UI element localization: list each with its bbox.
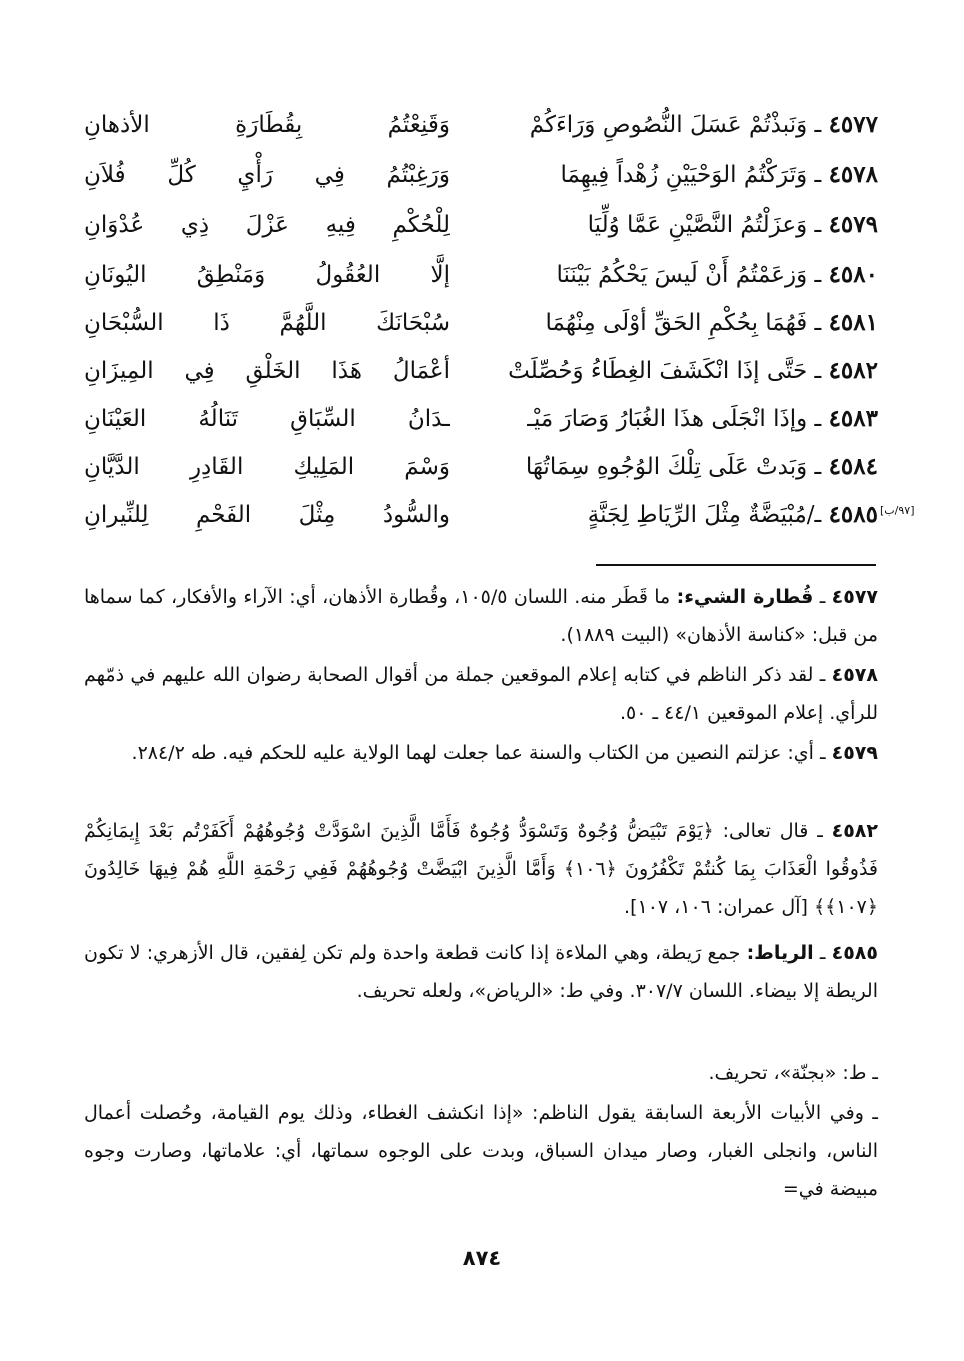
second-hemistich: وَسْمَ المَلِيكِ القَادِرِ الدَّيَّانِ xyxy=(84,454,450,480)
footnote-ref: ٤٥٧٩ xyxy=(831,742,878,764)
footnote-text: جمع رَيطة، وهي الملاءة إذا كانت قطعة واحدة ولم تكن لِفقين، قال الأزهري: لا تكون الريطة إلا بيضاء. اللسان ٣٠٧/٧. وفي ط: «الرياض»، ولعله تحريف. xyxy=(84,942,878,1002)
verse-row xyxy=(0,394,964,444)
verse-row xyxy=(0,100,964,150)
verse-number: ٤٥٧٩ xyxy=(828,211,878,238)
second-hemistich: وَقَنِعْتُمُ بِقُطَارَةِ الأذهانِ xyxy=(84,112,450,138)
footnote-separator xyxy=(596,564,876,566)
footnote-continuation: ـ وفي الأبيات الأربعة السابقة يقول الناظم: «إذا انكشف الغطاء، وذلك يوم القيامة، وحُصلت أعمال الناس، وانجلى الغبار، وصار ميدان السباق، وبدت على الوجوه سماتها، أي: علاماتها، وصارت وجوه مبيضة في= xyxy=(84,1102,878,1200)
verse-row xyxy=(0,346,964,396)
verse-number: ٤٥٨٠ xyxy=(828,261,878,288)
verse-number: ٤٥٨١ xyxy=(828,309,878,336)
verse-number: ٤٥٧٨ xyxy=(828,161,878,188)
manuscript-folio-marker: [٩٧/ب] xyxy=(880,504,915,517)
second-hemistich: والسُّودُ مِثْلَ الفَحْمِ لِلنِّيرانِ xyxy=(84,502,450,528)
second-hemistich: وَرَغِبْتُمُ فِي رَأْيِ كُلِّ فُلاَنِ xyxy=(84,162,450,188)
footnote-continuation: ـ ط: «بجنّة»، تحريف. xyxy=(708,1062,878,1084)
verse-number: ٤٥٧٧ xyxy=(828,111,878,138)
footnote: ٤٥٨٥ ـ الرياط: جمع رَيطة، وهي الملاءة إذا كانت قطعة واحدة ولم تكن لِفقين، قال الأزهري: لا تكون الريطة إلا بيضاء. اللسان ٣٠٧/٧. وفي ط: «الرياض»، ولعله تحريف. xyxy=(84,942,878,1002)
verse-row xyxy=(0,298,964,348)
second-hemistich: سُبْحَانَكَ اللَّهُمَّ ذَا السُّبْحَانِ xyxy=(84,310,450,336)
second-hemistich: لِلْحُكْمِ فِيهِ عَزْلَ ذِي عُدْوَانِ xyxy=(84,212,450,238)
verse-row xyxy=(0,200,964,250)
second-hemistich: أعْمَالُ هَذَا الخَلْقِ فِي المِيزَانِ xyxy=(84,358,450,384)
footnote: ٤٥٨٢ ـ قال تعالى: ﴿يَوْمَ تَبْيَضُّ وُجُوهٌ وَتَسْوَدُّ وُجُوهٌ فَأَمَّا الَّذِينَ اسْوَدَّتْ وُجُوهُهُمْ أَكَفَرْتُم بَعْدَ إِيمَانِكُمْ فَذُوقُوا الْعَذَابَ بِمَا كُنتُمْ تَكْفُرُونَ ﴿١٠٦﴾ وَأَمَّا الَّذِينَ ابْيَضَّتْ وُجُوهُهُمْ فَفِي رَحْمَةِ اللَّهِ هُمْ فِيهَا خَالِدُونَ ﴿١٠٧﴾﴾ [آل عمران: ١٠٦، ١٠٧]. xyxy=(84,820,879,918)
verse-number: ٤٥٨٣ xyxy=(828,405,878,432)
footnote-text: أي: عزلتم النصين من الكتاب والسنة عما جعلت لهما الولاية عليه للحكم فيه. طه ٢٨٤/٢. xyxy=(131,742,814,764)
footnote-text: لقد ذكر الناظم في كتابه إعلام الموقعين جملة من أقوال الصحابة رضوان الله عليهم في ذمّهم للرأي. إعلام الموقعين ٤٤/١ ـ ٥٠. xyxy=(84,664,878,724)
page-number: ٨٧٤ xyxy=(462,1246,502,1270)
second-hemistich: ـدَانُ السِّبَاقِ تَنَالُهُ العَيْنَانِ xyxy=(84,406,450,432)
footnote-ref: ٤٥٨٢ xyxy=(831,820,878,842)
first-hemistich: ٤٥٧٩ ـ وَعزَلْتُمُ النَّصَّيْنِ عَمَّا وُلِّيَا xyxy=(587,211,878,238)
footnote: ٤٥٧٧ ـ قُطارة الشيء: ما قَطَر منه. اللسان ١٠٥/٥، وقُطارة الأذهان، أي: الآراء والأفكار، كما سماها من قبل: «كناسة الأذهان» (البيت ١٨٨٩). xyxy=(84,586,879,646)
footnote-term: الرياط: xyxy=(746,942,814,964)
verse-row xyxy=(0,250,964,300)
verse-number: ٤٥٨٤ xyxy=(828,453,878,480)
first-hemistich: ٤٥٨١ ـ فَهُمَا بِحُكْمِ الحَقِّ أوْلَى مِنْهُمَا xyxy=(545,309,878,336)
first-hemistich: ٤٥٨٤ ـ وَبَدتْ عَلَى تِلْكَ الوُجُوهِ سِمَاتُهَا xyxy=(525,453,878,480)
first-hemistich: ٤٥٧٨ ـ وَتَرَكْتُمُ الوَحْيَيْنِ زُهْداً فِيهِمَا xyxy=(560,161,878,188)
second-hemistich: إلَّا العُقُولُ وَمَنْطِقُ اليُونَانِ xyxy=(84,262,450,288)
footnote-text: قال تعالى: ﴿يَوْمَ تَبْيَضُّ وُجُوهٌ وَتَسْوَدُّ وُجُوهٌ فَأَمَّا الَّذِينَ اسْوَدَّتْ وُجُوهُهُمْ أَكَفَرْتُم بَعْدَ إِيمَانِكُمْ فَذُوقُوا الْعَذَابَ بِمَا كُنتُمْ تَكْفُرُونَ ﴿١٠٦﴾ وَأَمَّا الَّذِينَ ابْيَضَّتْ وُجُوهُهُمْ فَفِي رَحْمَةِ اللَّهِ هُمْ فِيهَا خَالِدُونَ ﴿١٠٧﴾﴾ [آل عمران: ١٠٦، ١٠٧]. xyxy=(84,820,879,918)
footnote-ref: ٤٥٨٥ xyxy=(831,942,878,964)
first-hemistich: ٤٥٨٣ ـ وإذَا انْجَلَى هذَا الغُبَارُ وَصَارَ مَيْـ xyxy=(527,405,878,432)
first-hemistich: ٤٥٨٠ ـ وَزعَمْتُمُ أَنْ لَيسَ يَحْكُمُ بَيْنَنَا xyxy=(556,261,878,288)
verse-number: ٤٥٨٥ xyxy=(828,501,878,528)
verse-number: ٤٥٨٢ xyxy=(828,357,878,384)
verse-row xyxy=(0,150,964,200)
first-hemistich: ٤٥٨٥ ـ/مُبْيَضَّةٌ مِثْلَ الرِّيَاطِ لِجَنَّةٍ xyxy=(587,501,878,528)
footnote: ٤٥٧٨ ـ لقد ذكر الناظم في كتابه إعلام الموقعين جملة من أقوال الصحابة رضوان الله عليهم في ذمّهم للرأي. إعلام الموقعين ٤٤/١ ـ ٥٠. xyxy=(84,664,878,724)
footnote-ref: ٤٥٧٨ xyxy=(831,664,878,686)
first-hemistich: ٤٥٨٢ ـ حَتَّى إذَا انْكَشَفَ الغِطَاءُ وَحُصِّلَتْ xyxy=(508,357,878,384)
verse-row xyxy=(0,490,964,540)
footnote: ٤٥٧٩ ـ أي: عزلتم النصين من الكتاب والسنة عما جعلت لهما الولاية عليه للحكم فيه. طه ٢٨٤/٢. xyxy=(131,742,878,764)
footnote-ref: ٤٥٧٧ xyxy=(831,586,879,608)
first-hemistich: ٤٥٧٧ ـ وَنَبذْتُمْ عَسَلَ النُّصُوصِ وَرَاءَكُمْ xyxy=(529,111,878,138)
footnote-text: ما قَطَر منه. اللسان ١٠٥/٥، وقُطارة الأذهان، أي: الآراء والأفكار، كما سماها من قبل: «كناسة الأذهان» (البيت ١٨٨٩). xyxy=(84,586,878,646)
footnote-term: قُطارة الشيء: xyxy=(676,586,814,608)
verse-row xyxy=(0,442,964,492)
